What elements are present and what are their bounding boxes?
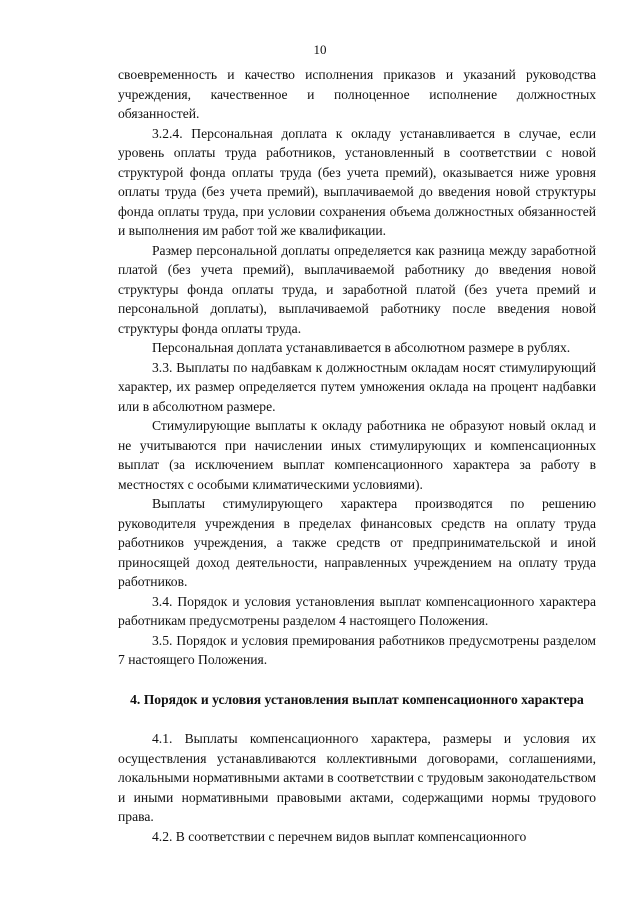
paragraph: 3.5. Порядок и условия премирования работников предусмотрены разделом 7 настоящего Положения. xyxy=(118,632,596,667)
paragraph: 3.3. Выплаты по надбавкам к должностным окладам носят стимулирующий характер, их размер определяется путем умножения оклада на процент надбавки или в абсолютном размере. xyxy=(118,359,596,414)
paragraph: 4.2. В соответствии с перечнем видов выплат компенсационного xyxy=(152,828,527,844)
section-4 xyxy=(118,729,596,846)
paragraph: 3.2.4. Персональная доплата к окладу устанавливается в случае, если уровень оплаты труда работников, установленный в соответствии с новой структурой фонда оплаты труда (без учета премий), оказывается ниже уровня оплаты труда (без учета премий), выплачиваемой до введения новой структуры фонда оплаты труда, при условии сохранения объема должностных обязанностей и выполнения им работ той же квалификации. xyxy=(118,125,596,238)
page-number: 10 xyxy=(313,42,327,57)
paragraph: Размер персональной доплаты определяется как разница между заработной платой (без учета премий), выплачиваемой работнику до введения новой структуры фонда оплаты труда, и заработной платой (без учета премий и персональной доплаты), выплачиваемой работнику после введения новой структуры фонда оплаты труда. xyxy=(118,242,596,336)
paragraph: 3.4. Порядок и условия установления выплат компенсационного характера работникам предусмотрены разделом 4 настоящего Положения. xyxy=(118,593,596,628)
paragraph: Выплаты стимулирующего характера производятся по решению руководителя учреждения в пределах финансовых средств на оплату труда работников учреждения, а также средств от предпринимательской и иной приносящей доход деятельности, направленных учреждением на оплату труда работников. xyxy=(118,496,596,589)
paragraph: Персональная доплата устанавливается в абсолютном размере в рублях. xyxy=(152,340,571,355)
section-heading: 4. Порядок и условия установления выплат компенсационного характера xyxy=(130,691,584,707)
paragraph: своевременность и качество исполнения приказов и указаний руководства учреждения, качественное и полноценное исполнение должностных обязанностей. xyxy=(118,67,596,121)
section-3-continuation xyxy=(118,65,596,670)
paragraph: Стимулирующие выплаты к окладу работника не образуют новый оклад и не учитываются при начислении иных стимулирующих и компенсационных выплат (за исключением выплат компенсационного характера за работу в местностях с особыми климатическими условиями). xyxy=(118,418,596,492)
document-body xyxy=(118,65,596,846)
paragraph: 4.1. Выплаты компенсационного характера, размеры и условия их осуществления устанавливаются коллективными договорами, соглашениями, локальными нормативными актами в соответствии с трудовым законодательством и иными нормативными правовыми актами, содержащими нормы трудового права. xyxy=(118,731,596,824)
